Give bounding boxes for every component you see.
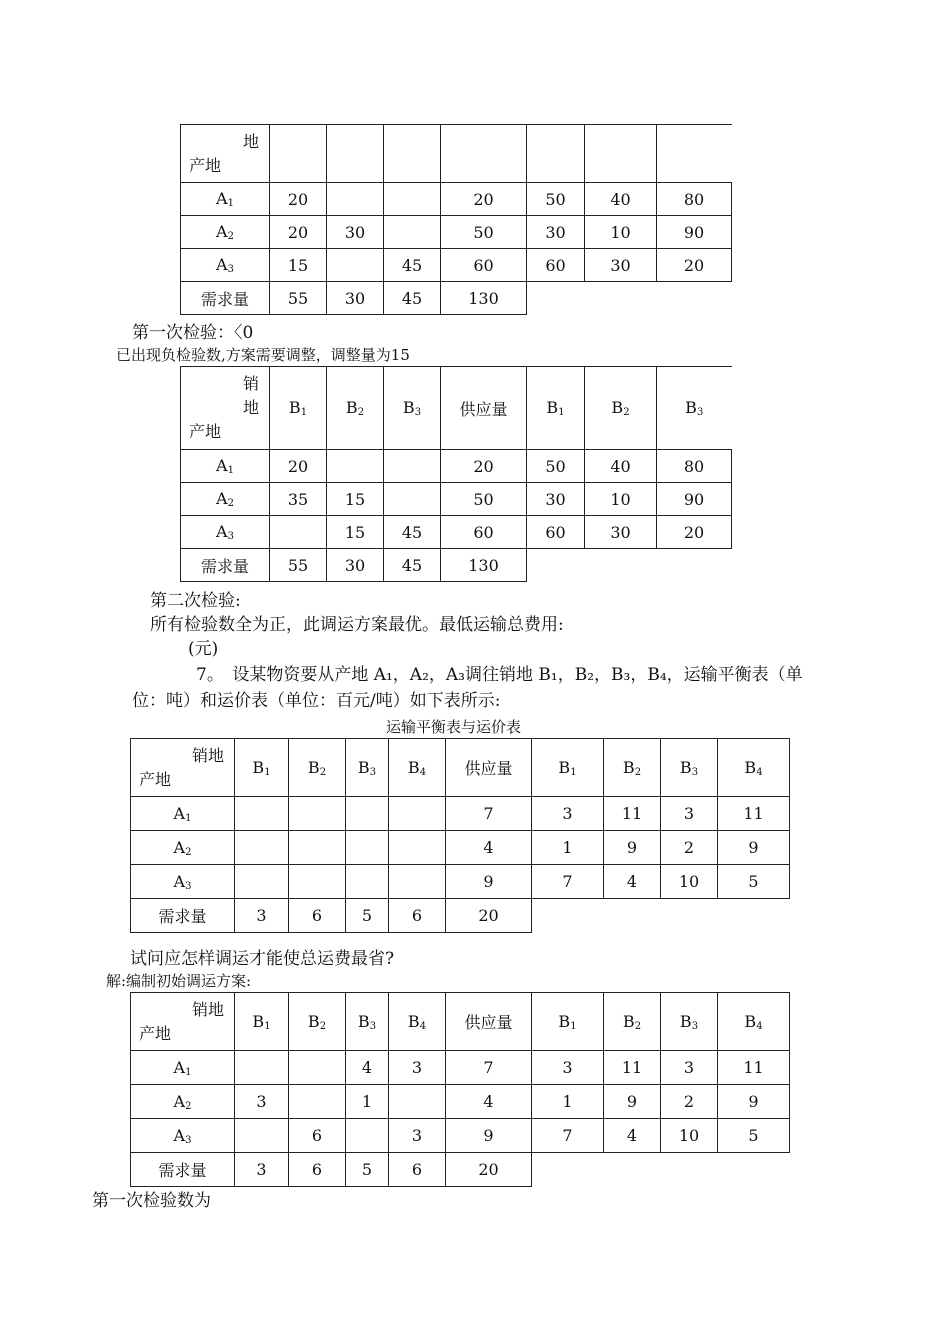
table-2 [180,366,732,582]
header-cell: $B_3$ [346,993,389,1051]
alloc-cell: 35 [270,483,327,516]
row-label: $A_1$ [181,183,270,216]
alloc-cell: 6 [289,1119,346,1153]
row-label: $A_2$ [131,1085,235,1119]
alloc-cell [389,831,446,865]
alloc-cell [235,865,289,899]
yuan-text: (元) [188,639,219,659]
table-row [131,1119,790,1153]
alloc-cell: 3 [389,1051,446,1085]
demand-cell: 6 [389,899,446,933]
cost-cell: 10 [661,1119,718,1153]
cost-cell: 30 [585,249,657,282]
corner-top-label: 销地 [191,999,224,1019]
table3-caption: 运输平衡表与运价表 [386,718,522,736]
header-cell: $B_4$ [389,993,446,1051]
cost-cell: 80 [657,450,732,483]
table-row [131,865,790,899]
table-row [181,483,732,516]
alloc-cell [384,183,441,216]
header-cell: $B_1$ [235,739,289,797]
demand-cell: 3 [235,1153,289,1187]
alloc-cell: 3 [235,1085,289,1119]
cost-cell: 1 [532,1085,604,1119]
supply-cell: 9 [446,1119,532,1153]
alloc-cell: 4 [346,1051,389,1085]
check2-text: 第二次检验: [150,591,241,611]
supply-cell: 4 [446,831,532,865]
alloc-cell [389,1085,446,1119]
cost-cell: 90 [657,483,732,516]
alloc-cell [389,797,446,831]
alloc-cell: 20 [270,216,327,249]
alloc-cell: 45 [384,516,441,549]
header-cell [384,125,441,183]
header-cell: $B_1$ [532,739,604,797]
demand-cell: 30 [327,549,384,582]
cost-cell: 3 [532,797,604,831]
header-cell: $B_2$ [327,367,384,450]
table-row [181,183,732,216]
header-cell: $B_2$ [289,739,346,797]
header-cell [585,125,657,183]
demand-cell: 30 [327,282,384,315]
solution-text: 解:编制初始调运方案: [106,972,252,990]
cost-cell: 4 [604,865,661,899]
demand-cell: 6 [289,899,346,933]
cost-cell: 3 [661,797,718,831]
cost-cell: 9 [718,831,790,865]
demand-row [131,1153,790,1187]
cost-cell: 40 [585,183,657,216]
cost-cell: 9 [718,1085,790,1119]
alloc-cell [235,1119,289,1153]
cost-cell: 3 [661,1051,718,1085]
cost-cell: 11 [604,1051,661,1085]
cost-cell: 50 [527,450,585,483]
cost-cell: 11 [718,1051,790,1085]
demand-cell: 6 [389,1153,446,1187]
corner-bottom-label: 产地 [139,1023,172,1043]
alloc-cell: 15 [327,516,384,549]
empty-cell [532,899,790,933]
table-1 [180,124,732,315]
cost-cell: 60 [527,249,585,282]
table-3 [130,738,790,933]
alloc-cell: 20 [270,183,327,216]
table-1-header-row [181,125,732,183]
supply-cell: 9 [446,865,532,899]
alloc-cell [289,1085,346,1119]
cost-cell: 40 [585,450,657,483]
empty-cell [527,549,732,582]
alloc-cell [270,516,327,549]
cost-cell: 10 [661,865,718,899]
supply-cell: 7 [446,797,532,831]
corner-cell [131,739,235,797]
cost-cell: 30 [527,216,585,249]
demand-cell: 55 [270,282,327,315]
alloc-cell [389,865,446,899]
q7-line1: 7。 设某物资要从产地 A₁，A₂，A₃调往销地 B₁，B₂，B₃，B₄，运输平衡表（单 [196,665,803,685]
alloc-cell: 1 [346,1085,389,1119]
supply-cell: 4 [446,1085,532,1119]
header-cell: 供应量 [441,367,527,450]
corner-bottom-label: 产地 [189,422,222,441]
supply-cell: 50 [441,216,527,249]
demand-cell: 55 [270,549,327,582]
header-cell [657,125,732,183]
cost-cell: 50 [527,183,585,216]
supply-cell: 20 [441,183,527,216]
header-cell [527,125,585,183]
cost-cell: 20 [657,516,732,549]
table-row [181,249,732,282]
corner-cell [181,125,270,183]
header-cell: $B_1$ [235,993,289,1051]
demand-cell: 45 [384,282,441,315]
header-cell: $B_3$ [661,993,718,1051]
table-row [131,831,790,865]
header-cell: $B_3$ [661,739,718,797]
alloc-cell [346,831,389,865]
supply-cell: 60 [441,249,527,282]
alloc-cell [346,1119,389,1153]
row-label: $A_3$ [131,865,235,899]
corner-bottom-label: 产地 [189,155,222,175]
table-row [131,797,790,831]
table-3-header-row [131,739,790,797]
alloc-cell [289,1051,346,1085]
cost-cell: 2 [661,831,718,865]
cost-cell: 10 [585,483,657,516]
demand-cell: 20 [446,899,532,933]
row-label: $A_1$ [181,450,270,483]
header-cell [270,125,327,183]
cost-cell: 20 [657,249,732,282]
header-cell: $B_2$ [604,993,661,1051]
table-row [181,516,732,549]
alloc-cell [289,865,346,899]
demand-cell: 6 [289,1153,346,1187]
demand-cell: 130 [441,282,527,315]
cost-cell: 2 [661,1085,718,1119]
demand-cell: 5 [346,899,389,933]
cost-cell: 80 [657,183,732,216]
alloc-cell: 30 [327,216,384,249]
corner-top-label: 地 [242,398,259,417]
demand-cell: 3 [235,899,289,933]
supply-cell: 20 [441,450,527,483]
alloc-cell [235,1051,289,1085]
demand-cell: 20 [446,1153,532,1187]
header-cell [441,125,527,183]
corner-top-label: 销 [242,374,259,393]
row-label: $A_3$ [181,516,270,549]
row-label: $A_2$ [131,831,235,865]
cost-cell: 11 [604,797,661,831]
adjust-text: 已出现负检验数,方案需要调整，调整量为15 [116,346,410,364]
cost-cell: 5 [718,1119,790,1153]
header-cell: $B_4$ [389,739,446,797]
alloc-cell [346,797,389,831]
corner-cell [181,367,270,450]
question-text: 试问应怎样调运才能使总运费最省? [130,949,395,969]
cost-cell: 30 [585,516,657,549]
corner-cell [131,993,235,1051]
header-cell: $B_4$ [718,739,790,797]
cost-cell: 3 [532,1051,604,1085]
alloc-cell [327,450,384,483]
check1-text: 第一次检验：〈0 [132,323,254,343]
alloc-cell [327,183,384,216]
row-label: $A_2$ [181,483,270,516]
demand-label: 需求量 [181,282,270,315]
cost-cell: 7 [532,1119,604,1153]
row-label: $A_1$ [131,1051,235,1085]
row-label: $A_2$ [181,216,270,249]
table-row [131,1051,790,1085]
alloc-cell: 3 [389,1119,446,1153]
header-cell: 供应量 [446,739,532,797]
demand-label: 需求量 [131,899,235,933]
empty-cell [527,282,732,315]
demand-label: 需求量 [181,549,270,582]
header-cell: $B_3$ [346,739,389,797]
corner-top-label: 销地 [191,745,224,765]
supply-cell: 50 [441,483,527,516]
check-first-text: 第一次检验数为 [92,1191,211,1211]
header-cell: $B_2$ [585,367,657,450]
alloc-cell [289,797,346,831]
alloc-cell [384,483,441,516]
demand-row [131,899,790,933]
alloc-cell: 15 [270,249,327,282]
corner-top-label: 地 [242,131,259,151]
header-cell: $B_2$ [289,993,346,1051]
alloc-cell [289,831,346,865]
table-row [181,450,732,483]
row-label: $A_1$ [131,797,235,831]
header-cell: $B_3$ [657,367,732,450]
empty-cell [532,1153,790,1187]
cost-cell: 11 [718,797,790,831]
cost-cell: 10 [585,216,657,249]
cost-cell: 9 [604,831,661,865]
q7-line2: 位：吨）和运价表（单位：百元/吨）如下表所示: [132,691,501,711]
demand-row [181,549,732,582]
header-cell [327,125,384,183]
demand-cell: 45 [384,549,441,582]
table-row [181,216,732,249]
cost-cell: 30 [527,483,585,516]
alloc-cell [327,249,384,282]
demand-row [181,282,732,315]
demand-cell: 130 [441,549,527,582]
row-label: $A_3$ [181,249,270,282]
table-4 [130,992,790,1187]
alloc-cell: 15 [327,483,384,516]
header-cell: $B_1$ [532,993,604,1051]
table-4-header-row [131,993,790,1051]
table-2-header-row [181,367,732,450]
demand-cell: 5 [346,1153,389,1187]
alloc-cell: 20 [270,450,327,483]
cost-cell: 9 [604,1085,661,1119]
supply-cell: 60 [441,516,527,549]
header-cell: $B_4$ [718,993,790,1051]
demand-label: 需求量 [131,1153,235,1187]
header-cell: $B_2$ [604,739,661,797]
cost-cell: 60 [527,516,585,549]
cost-cell: 4 [604,1119,661,1153]
header-cell: $B_1$ [270,367,327,450]
header-cell: $B_3$ [384,367,441,450]
table-row [131,1085,790,1119]
alloc-cell [384,450,441,483]
cost-cell: 7 [532,865,604,899]
alloc-cell [384,216,441,249]
cost-cell: 1 [532,831,604,865]
alloc-cell: 45 [384,249,441,282]
supply-cell: 7 [446,1051,532,1085]
header-cell: $B_1$ [527,367,585,450]
alloc-cell [235,831,289,865]
header-cell: 供应量 [446,993,532,1051]
alloc-cell [346,865,389,899]
alloc-cell [235,797,289,831]
cost-cell: 5 [718,865,790,899]
row-label: $A_3$ [131,1119,235,1153]
cost-cell: 90 [657,216,732,249]
optimal-text: 所有检验数全为正，此调运方案最优。最低运输总费用: [150,615,564,635]
corner-bottom-label: 产地 [139,769,172,789]
